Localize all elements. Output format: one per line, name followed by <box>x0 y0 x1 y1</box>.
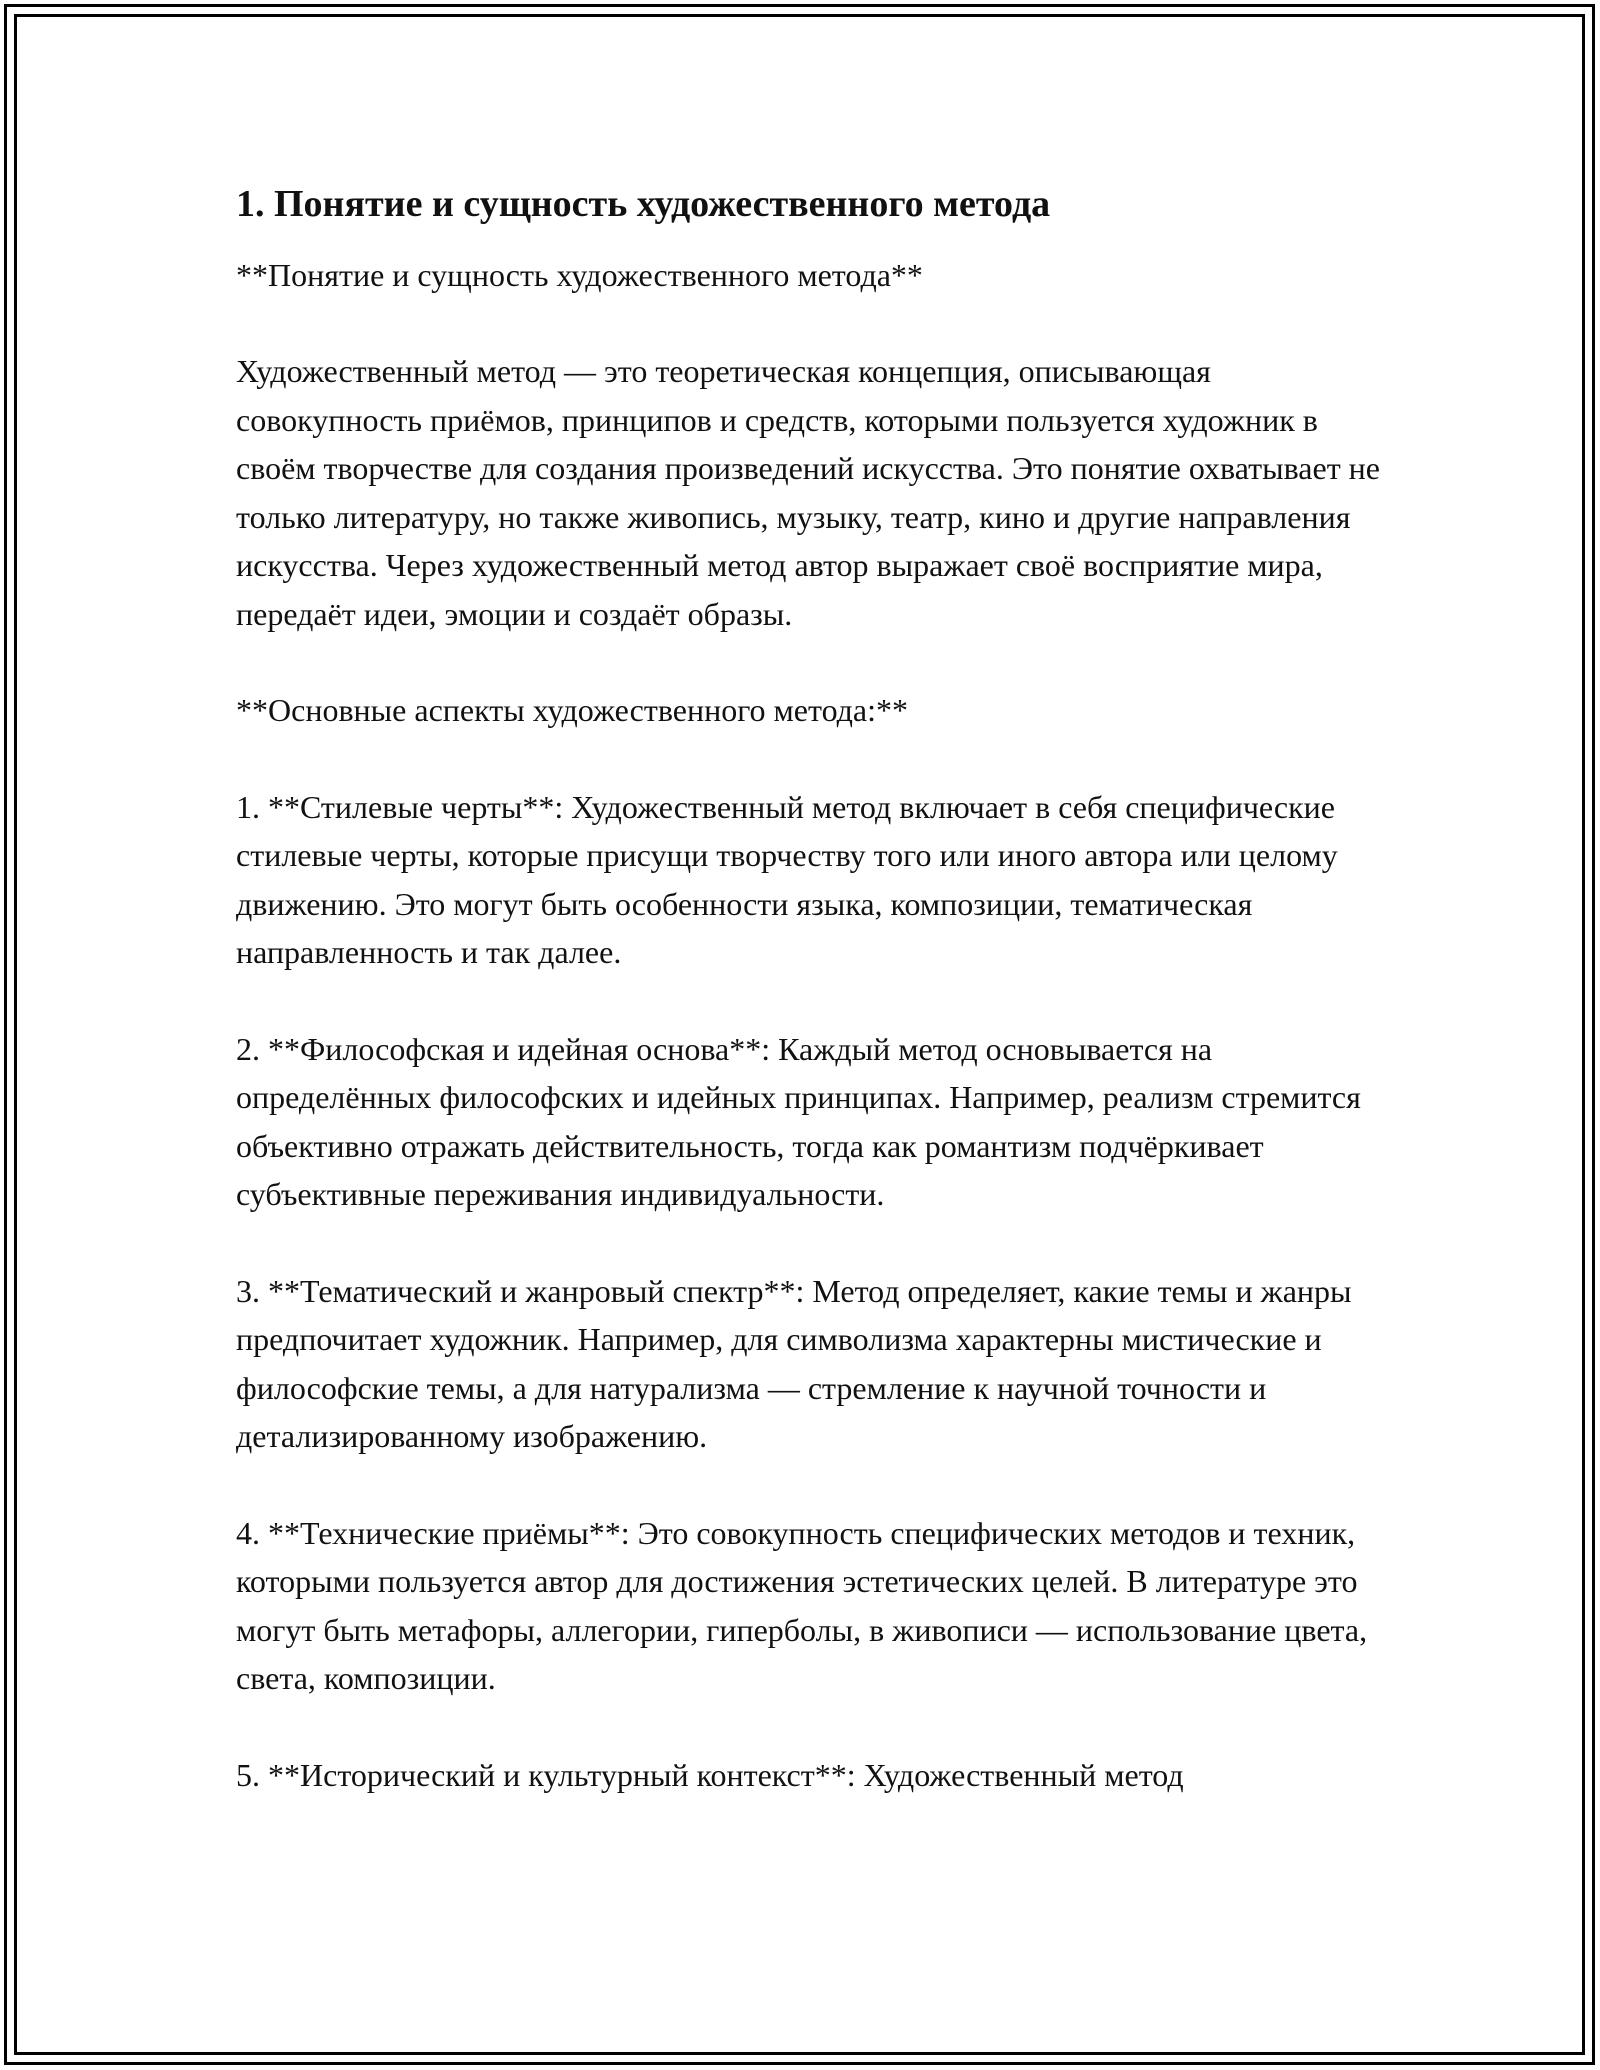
document-body <box>236 180 1386 1799</box>
subheading: **Понятие и сущность художественного метода** <box>236 257 923 294</box>
list-item-thematic-genre-range: 3. **Тематический и жанровый спектр**: Метод определяет, какие темы и жанры предпочитает художник. Например, для символизма характерны мистические и философские темы, а для натурализма — стремление к научной точности и детализированному изображению. <box>236 1272 1352 1455</box>
intro-paragraph: Художественный метод — это теоретическая концепция, описывающая совокупность приёмов, принципов и средств, которыми пользуется художник в своём творчестве для создания произведений искусства. Это понятие охватывает не только литературу, но также живопись, музыку, театр, кино и другие направления искусства. Через художественный метод автор выражает своё восприятие мира, передаёт идеи, эмоции и создаёт образы. <box>236 353 1380 632</box>
list-item-style-features: 1. **Стилевые черты**: Художественный метод включает в себя специфические стилевые черты, которые присущи творчеству того или иного автора или целому движению. Это могут быть особенности языка, композиции, тематическая направленность и так далее. <box>236 788 1338 971</box>
list-item-historical-context: 5. **Исторический и культурный контекст**: Художественный метод <box>236 1756 1184 1793</box>
aspects-title: **Основные аспекты художественного метода:** <box>236 692 909 729</box>
list-item-philosophical-basis: 2. **Философская и идейная основа**: Каждый метод основывается на определённых философских и идейных принципах. Например, реализм стремится объективно отражать действительность, тогда как романтизм подчёркивает субъективные переживания индивидуальности. <box>236 1030 1361 1213</box>
page-title: 1. Понятие и сущность художественного метода <box>236 183 1051 225</box>
list-item-technical-devices: 4. **Технические приёмы**: Это совокупность специфических методов и техник, которыми пользуется автор для достижения эстетических целей. В литературе это могут быть метафоры, аллегории, гиперболы, в живописи — использование цвета, света, композиции. <box>236 1514 1368 1697</box>
